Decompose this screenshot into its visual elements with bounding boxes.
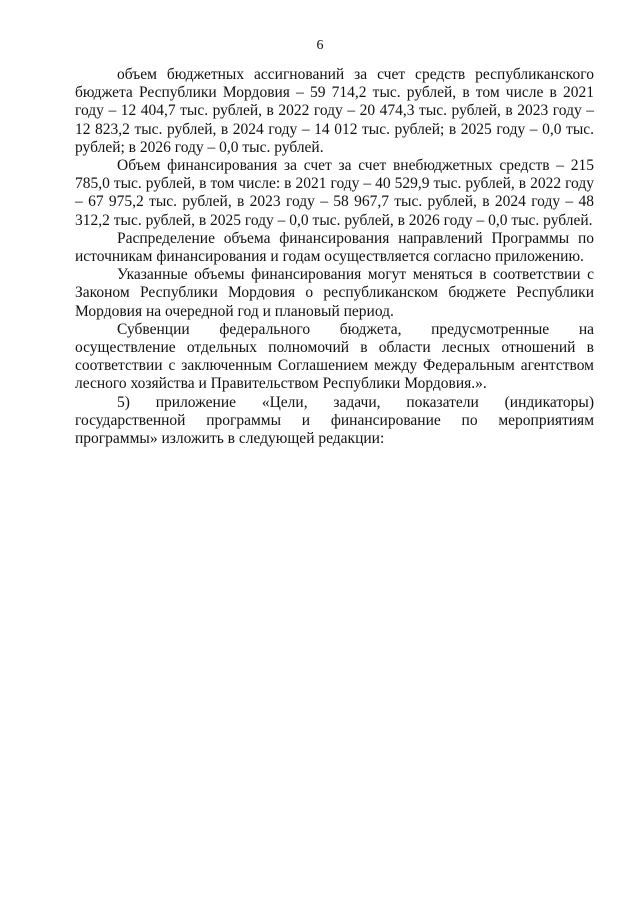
paragraph-funding-changes: Указанные объемы финансирования могут меняться в соответствии с Законом Республики Мордовия о республиканском бюджете Республики Мордовия на очередной год и плановый период.: [75, 266, 594, 320]
document-body: [75, 66, 594, 448]
page-number: 6: [316, 38, 324, 53]
paragraph-funding-distribution: Распределение объема финансирования направлений Программы по источникам финансирования и годам осуществляется согласно приложению.: [75, 229, 594, 266]
paragraph-federal-subventions: Субвенции федерального бюджета, предусмотренные на осуществление отдельных полномочий в области лесных отношений в соответствии с заключенным Соглашением между Федеральным агентством лесного хозяйства и Правительством Республики Мордовия.».: [75, 320, 594, 393]
paragraph-extrabudgetary-funding: Объем финансирования за счет за счет внебюджетных средств – 215 785,0 тыс. рублей, в том числе: в 2021 году – 40 529,9 тыс. рублей, в 2022 году – 67 975,2 тыс. рублей, в 2023 году – 58 967,7 тыс. рублей, в 2024 году – 48 312,2 тыс. рублей, в 2025 году – 0,0 тыс. рублей, в 2026 году – 0,0 тыс. рублей.: [75, 157, 594, 229]
paragraph-appendix-amendment: 5) приложение «Цели, задачи, показатели (индикаторы) государственной программы и финансирование по мероприятиям программы» изложить в следующей редакции:: [75, 393, 594, 448]
paragraph-budget-allocations: объем бюджетных ассигнований за счет средств республиканского бюджета Республики Мордовия – 59 714,2 тыс. рублей, в том числе в 2021 году – 12 404,7 тыс. рублей, в 2022 году – 20 474,3 тыс. рублей, в 2023 году – 12 823,2 тыс. рублей, в 2024 году – 14 012 тыс. рублей; в 2025 году – 0,0 тыс. рублей; в 2026 году – 0,0 тыс. рублей.: [75, 66, 594, 156]
